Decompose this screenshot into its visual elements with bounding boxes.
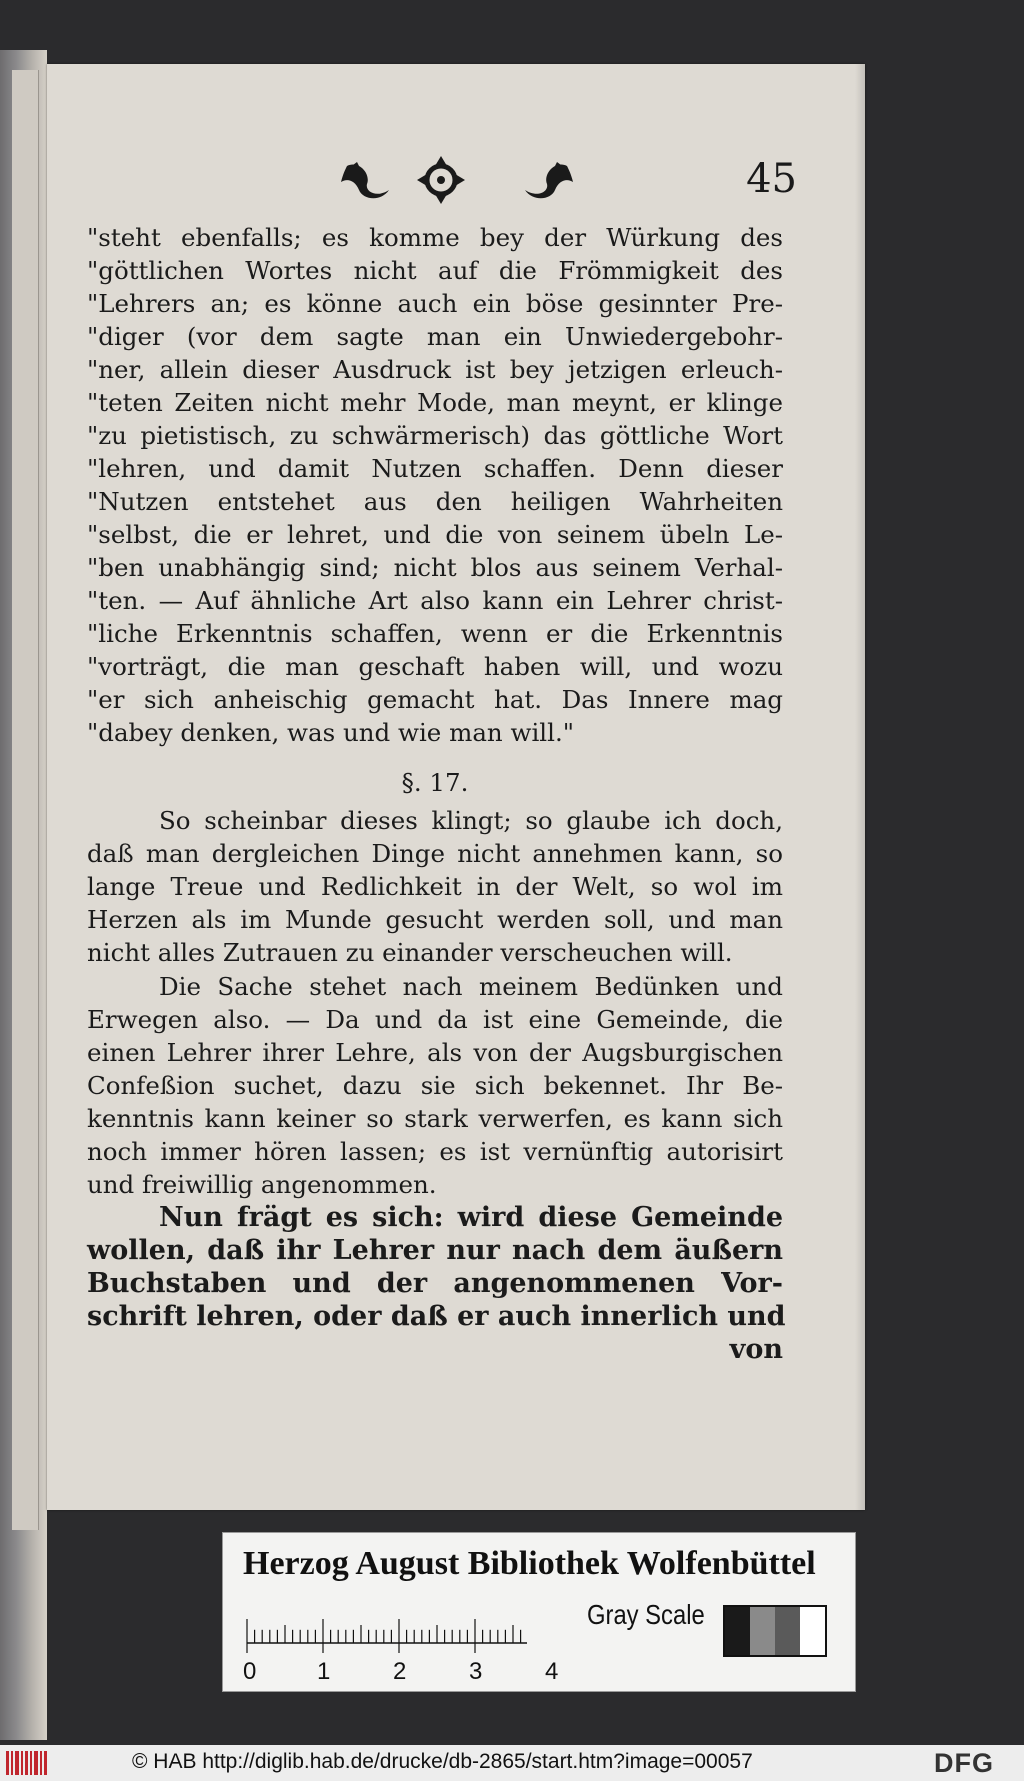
book-page xyxy=(47,64,865,1510)
paragraph-2 xyxy=(87,970,783,1201)
text-line: Herzen als im Munde gesucht werden soll, und man xyxy=(87,905,783,934)
grayscale-label: Gray Scale xyxy=(587,1599,705,1630)
text-line: Erwegen also. — Da und da ist eine Gemeinde, die xyxy=(87,1005,783,1034)
text-line: lange Treue und Redlichkeit in der Welt, so wol im xyxy=(87,872,783,901)
ruler-number: 1 xyxy=(317,1658,331,1685)
text-line: "steht ebenfalls; es komme bey der Würkung des xyxy=(87,223,783,252)
text-line: "lehren, und damit Nutzen schaffen. Denn dieser xyxy=(87,454,783,483)
text-line: "ner, allein dieser Ausdruck ist bey jetzigen erleuch- xyxy=(87,355,783,384)
swatch xyxy=(750,1607,775,1655)
text-line: "ben unabhängig sind; nicht blos aus seinem Verhal- xyxy=(87,553,783,582)
paragraph-1 xyxy=(87,804,783,969)
text-line: Nun frägt es sich: wird diese Gemeinde xyxy=(159,1202,783,1233)
ruler-number: 3 xyxy=(469,1658,483,1685)
text-line: "vorträgt, die man geschaft haben will, und wozu xyxy=(87,652,783,681)
text-line: "dabey denken, was und wie man will." xyxy=(87,718,575,747)
text-line: noch immer hören lassen; es ist vernünftig autorisirt xyxy=(87,1137,783,1166)
adjacent-page-paper xyxy=(12,70,39,1530)
text-line: "teten Zeiten nicht mehr Mode, man meynt, er klinge xyxy=(87,388,783,417)
swatch xyxy=(775,1607,800,1655)
ruler xyxy=(243,1597,559,1685)
text-line: nicht alles Zutrauen zu einander verscheuchen will. xyxy=(87,938,733,967)
text-line: "göttlichen Wortes nicht auf die Frömmigkeit des xyxy=(87,256,783,285)
printer-ornament-icon xyxy=(337,152,577,208)
page-number: 45 xyxy=(746,156,797,202)
barcode-icon xyxy=(6,1751,48,1775)
text-line: schrift lehren, oder daß er auch innerlich und xyxy=(87,1301,786,1332)
text-line: "liche Erkenntnis schaffen, wenn er die Erkenntnis xyxy=(87,619,783,648)
text-line: kenntnis kann keiner so stark verwerfen, es kann sich xyxy=(87,1104,783,1133)
text-line: "er sich anheischig gemacht hat. Das Innere mag xyxy=(87,685,783,714)
footer-bar xyxy=(0,1745,1024,1781)
text-line: "Lehrers an; es könne auch ein böse gesinnter Pre- xyxy=(87,289,783,318)
text-line: Confeßion suchet, dazu sie sich bekennet. Ihr Be- xyxy=(87,1071,783,1100)
copyright-link[interactable]: © HAB http://diglib.hab.de/drucke/db-2865/start.htm?image=00057 xyxy=(132,1750,753,1773)
section-heading: §. 17. xyxy=(401,768,469,797)
ruler-number: 4 xyxy=(545,1658,559,1685)
quoted-passage xyxy=(87,221,783,749)
text-line: daß man dergleichen Dinge nicht annehmen kann, so xyxy=(87,839,783,868)
text-line: wollen, daß ihr Lehrer nur nach dem äußern xyxy=(87,1235,783,1266)
text-line: einen Lehrer ihrer Lehre, als von der Augsburgischen xyxy=(87,1038,783,1067)
ruler-number: 0 xyxy=(243,1658,257,1685)
ruler-number: 2 xyxy=(393,1658,407,1685)
dfg-logo: DFG xyxy=(934,1748,994,1778)
page-text xyxy=(87,221,786,1366)
text-line: "zu pietistisch, zu schwärmerisch) das göttliche Wort xyxy=(87,421,783,450)
catchword: von xyxy=(729,1334,783,1365)
color-calibration-strip xyxy=(222,1532,856,1692)
text-line: Die Sache stehet nach meinem Bedünken und xyxy=(159,972,783,1001)
text-line: So scheinbar dieses klingt; so glaube ich doch, xyxy=(159,806,783,835)
text-line: "selbst, die er lehret, und die von seinem übeln Le- xyxy=(87,520,783,549)
text-line: "Nutzen entstehet aus den heiligen Wahrheiten xyxy=(87,487,783,516)
adjacent-page-edge xyxy=(0,50,47,1740)
library-name: Herzog August Bibliothek Wolfenbüttel xyxy=(243,1545,816,1582)
text-line: Buchstaben und der angenommenen Vor- xyxy=(87,1268,783,1299)
swatch xyxy=(800,1607,825,1655)
text-line: "diger (vor dem sagte man ein Unwiedergebohr- xyxy=(87,322,783,351)
swatch xyxy=(725,1607,750,1655)
text-line: "ten. — Auf ähnliche Art also kann ein Lehrer christ- xyxy=(87,586,783,615)
paragraph-3 xyxy=(87,1201,786,1366)
grayscale-swatches xyxy=(723,1605,827,1657)
text-line: und freiwillig angenommen. xyxy=(87,1170,437,1199)
